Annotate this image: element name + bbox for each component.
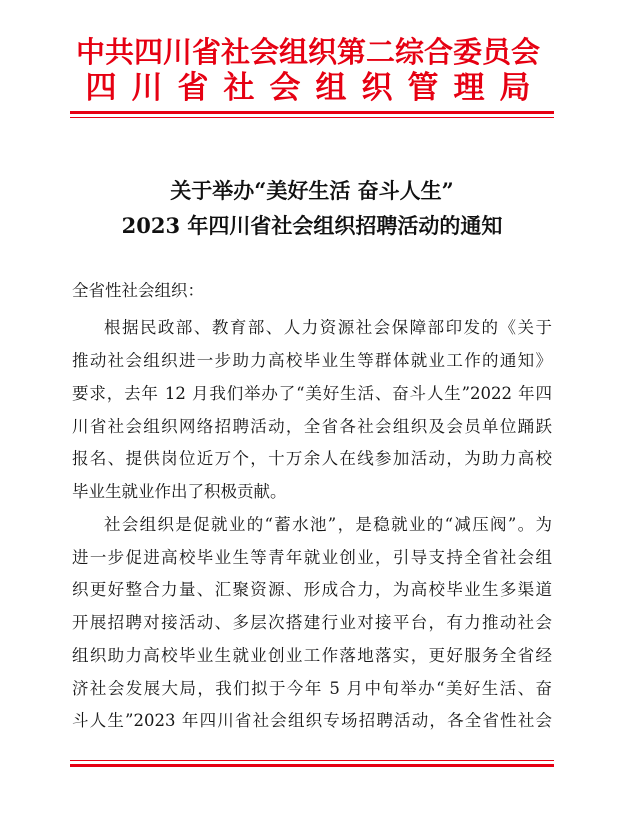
body-line: 斗人生”2023 年四川省社会组织专场招聘活动，各全省性社会 xyxy=(72,711,552,730)
document-title-line-1: 关于举办“美好生活 奋斗人生” xyxy=(170,178,454,203)
body-line: 川省社会组织网络招聘活动，全省各社会组织及会员单位踊跃 xyxy=(72,417,552,436)
body-line: 织更好整合力量、汇聚资源、形成合力，为高校毕业生多渠道 xyxy=(72,580,552,599)
salutation: 全省性社会组织： xyxy=(72,281,204,300)
body-line: 根据民政部、教育部、人力资源社会保障部印发的《关于 xyxy=(104,318,552,337)
body-line: 开展招聘对接活动、多层次搭建行业对接平台，有力推动社会 xyxy=(72,613,552,632)
body-line: 进一步促进高校毕业生等青年就业创业，引导支持全省社会组 xyxy=(72,548,552,567)
document-title-line-2: 2023 年四川省社会组织招聘活动的通知 xyxy=(121,213,503,238)
letterhead-divider-thin xyxy=(70,117,554,118)
footer-divider-thin xyxy=(70,760,554,761)
body-line: 报名、提供岗位近万个，十万余人在线参加活动，为助力高校 xyxy=(72,449,552,468)
letterhead-org-line-2: 四川省社会组织管理局 xyxy=(85,70,546,106)
body-line: 毕业生就业作出了积极贡献。 xyxy=(72,482,287,501)
body-line: 济社会发展大局，我们拟于今年 5 月中旬举办“美好生活、奋 xyxy=(72,679,552,698)
body-line: 要求，去年 12 月我们举办了“美好生活、奋斗人生”2022 年四 xyxy=(72,384,552,403)
body-line: 推动社会组织进一步助力高校毕业生等群体就业工作的通知》 xyxy=(72,351,552,370)
letterhead-org-line-1: 中共四川省社会组织第二综合委员会 xyxy=(75,35,540,69)
letterhead-divider-thick xyxy=(70,111,554,114)
body-line: 社会组织是促就业的“蓄水池”，是稳就业的“减压阀”。为 xyxy=(104,515,552,534)
footer-divider-thick xyxy=(70,764,554,767)
body-line: 组织助力高校毕业生就业创业工作落地落实，更好服务全省经 xyxy=(72,646,552,665)
